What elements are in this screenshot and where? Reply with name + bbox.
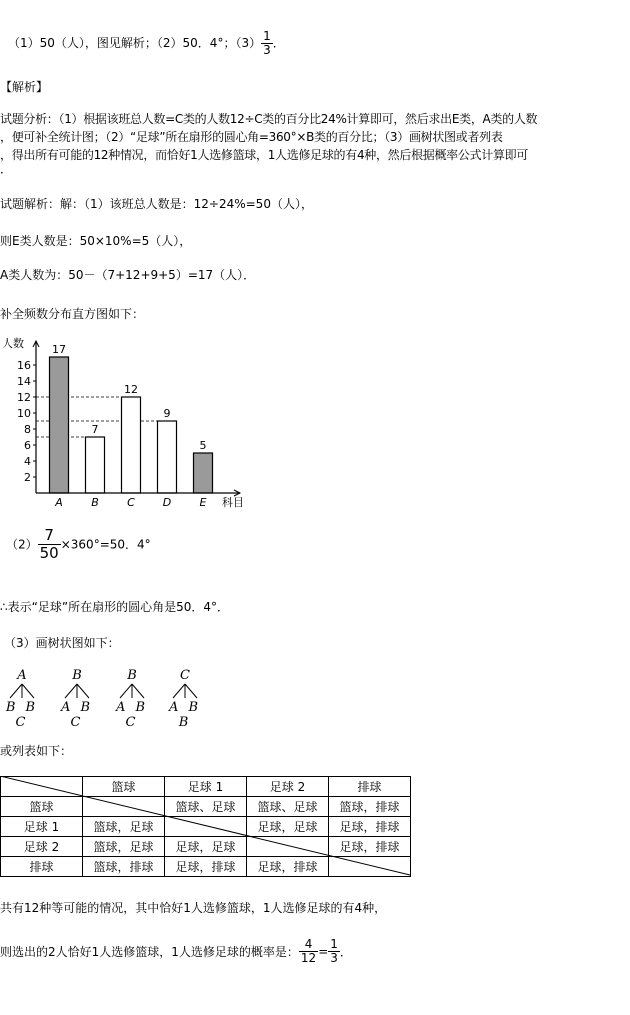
- jiexi-heading: 【解析】: [0, 80, 49, 94]
- y-tick-label: 16: [17, 359, 31, 372]
- table-header-cell: 排球: [329, 777, 411, 797]
- y-tick-label: 10: [17, 407, 31, 420]
- y-tick-label: 2: [24, 471, 31, 484]
- table-cell: 篮球: [1, 797, 83, 817]
- bar-value-label: 7: [91, 423, 99, 436]
- tree-leaves: A B C: [115, 700, 149, 730]
- x-axis-label: 科目: [222, 496, 244, 509]
- x-tick-label: E: [199, 496, 207, 509]
- y-tick-label: 4: [24, 455, 31, 468]
- table-cell: 篮球，足球: [83, 817, 165, 837]
- bar-value-label: 5: [199, 439, 207, 452]
- x-tick-label: C: [127, 496, 135, 509]
- y-tick-label: 12: [17, 391, 31, 404]
- analysis-line-3: ，得出所有可能的12种情况，而恰好1人选修篮球，1人选修足球的有4种，然后根据概率公式计算即可: [0, 148, 529, 162]
- part2-conclusion: ∴表示“足球”所在扇形的圆心角是50．4°．: [0, 600, 229, 614]
- table-cell: 足球，排球: [165, 857, 247, 877]
- part2-line: [6, 527, 151, 561]
- table-header-cell: 足球 1: [165, 777, 247, 797]
- table-cell: 篮球、足球: [247, 797, 329, 817]
- part2-label: （2）: [6, 537, 38, 552]
- analysis-line-1: 试题分析：（1）根据该班总人数=C类的人数12÷C类的百分比24%计算即可，然后求出E类，A类的人数: [0, 112, 538, 126]
- table-cell: 足球 2: [1, 837, 83, 857]
- bar-value-label: 9: [163, 407, 171, 420]
- answer-text: （1）50（人），图见解析；（2）50．4°；（3）: [8, 36, 262, 51]
- probability-fraction-1: $\frac{4}{12}$: [300, 937, 317, 966]
- probability-text: 则选出的2人恰好1人选修篮球，1人选修足球的概率是：: [0, 945, 299, 960]
- tree-branches: [163, 682, 207, 700]
- tree-leaves: B B C: [5, 700, 39, 730]
- tree-root: B: [72, 668, 82, 683]
- tree-branches: [0, 682, 44, 700]
- bar-value-label: 12: [124, 383, 138, 396]
- or-table-label: 或列表如下：: [0, 744, 73, 758]
- answer-line: （1）50（人），图见解析；（2）50．4°；（3） $\frac{1}{3}$ ．: [8, 29, 285, 58]
- table-cell: 篮球、足球: [165, 797, 247, 817]
- bar-B: [86, 437, 105, 493]
- tree-root: A: [17, 668, 27, 683]
- probability-line: 则选出的2人恰好1人选修篮球，1人选修足球的概率是： $\frac{4}{12}$ = $\frac{1}{3}$ ．: [0, 937, 352, 966]
- tree-branches: [110, 682, 154, 700]
- table-cell: 足球，足球: [247, 817, 329, 837]
- frequency-histogram: [0, 334, 260, 514]
- table-cell: 足球，足球: [165, 837, 247, 857]
- probability-fraction-2: $\frac{1}{3}$: [330, 937, 338, 966]
- table-cell: 足球，排球: [247, 857, 329, 877]
- part2-expression: ×360°=50．4°: [60, 537, 151, 552]
- table-cell: 足球，排球: [329, 837, 411, 857]
- table-cell: 篮球，足球: [83, 837, 165, 857]
- tree-branches: [55, 682, 99, 700]
- analysis-line-4: ．: [0, 162, 13, 176]
- bar-value-label: 17: [52, 343, 66, 356]
- x-tick-label: A: [55, 496, 63, 509]
- solution-line-1: 试题解析：解：（1）该班总人数是：12÷24%=50（人），: [0, 197, 313, 211]
- y-axis-label: 人数: [2, 337, 24, 350]
- table-cell: 足球 1: [1, 817, 83, 837]
- table-diagonal-line: [0, 776, 412, 876]
- total-cases-line: 共有12种等可能的情况，其中恰好1人选修篮球，1人选修足球的有4种，: [0, 901, 387, 915]
- solution-line-2: 则E类人数是：50×10%=5（人），: [0, 234, 192, 248]
- table-cell: 篮球，排球: [83, 857, 165, 877]
- tree-diagram-2: [55, 668, 99, 730]
- x-tick-label: B: [91, 496, 99, 509]
- table-cell: 篮球，排球: [329, 797, 411, 817]
- tree-root: B: [127, 668, 137, 683]
- bar-E: [194, 453, 213, 493]
- tree-leaves: A B B: [168, 700, 202, 730]
- x-tick-label: D: [162, 496, 172, 509]
- bar-A: [50, 357, 69, 493]
- part3-heading: （3）画树状图如下：: [4, 636, 120, 650]
- analysis-line-2: ，便可补全统计图；（2）“足球”所在扇形的圆心角=360°×B类的百分比；（3）画树状图或者列表: [0, 130, 503, 144]
- table-header-cell: 篮球: [83, 777, 165, 797]
- tree-diagram-1: [0, 668, 44, 730]
- solution-line-4: 补全频数分布直方图如下：: [0, 307, 145, 321]
- bar-D: [158, 421, 177, 493]
- tree-diagram-3: [110, 668, 154, 730]
- tree-root: C: [180, 668, 190, 683]
- tree-diagram-4: [163, 668, 207, 730]
- table-cell: 排球: [1, 857, 83, 877]
- table-header-cell: 足球 2: [247, 777, 329, 797]
- y-tick-label: 6: [24, 439, 31, 452]
- solution-line-3: A类人数为：50－（7+12+9+5）=17（人）．: [0, 268, 256, 282]
- y-tick-label: 8: [24, 423, 31, 436]
- tree-leaves: A B C: [60, 700, 94, 730]
- answer-fraction: $\frac{1}{3}$: [263, 29, 271, 58]
- table-cell: 足球，排球: [329, 817, 411, 837]
- y-tick-label: 14: [17, 375, 31, 388]
- bar-C: [122, 397, 141, 493]
- part2-fraction: $\frac{7}{50}$: [39, 526, 59, 562]
